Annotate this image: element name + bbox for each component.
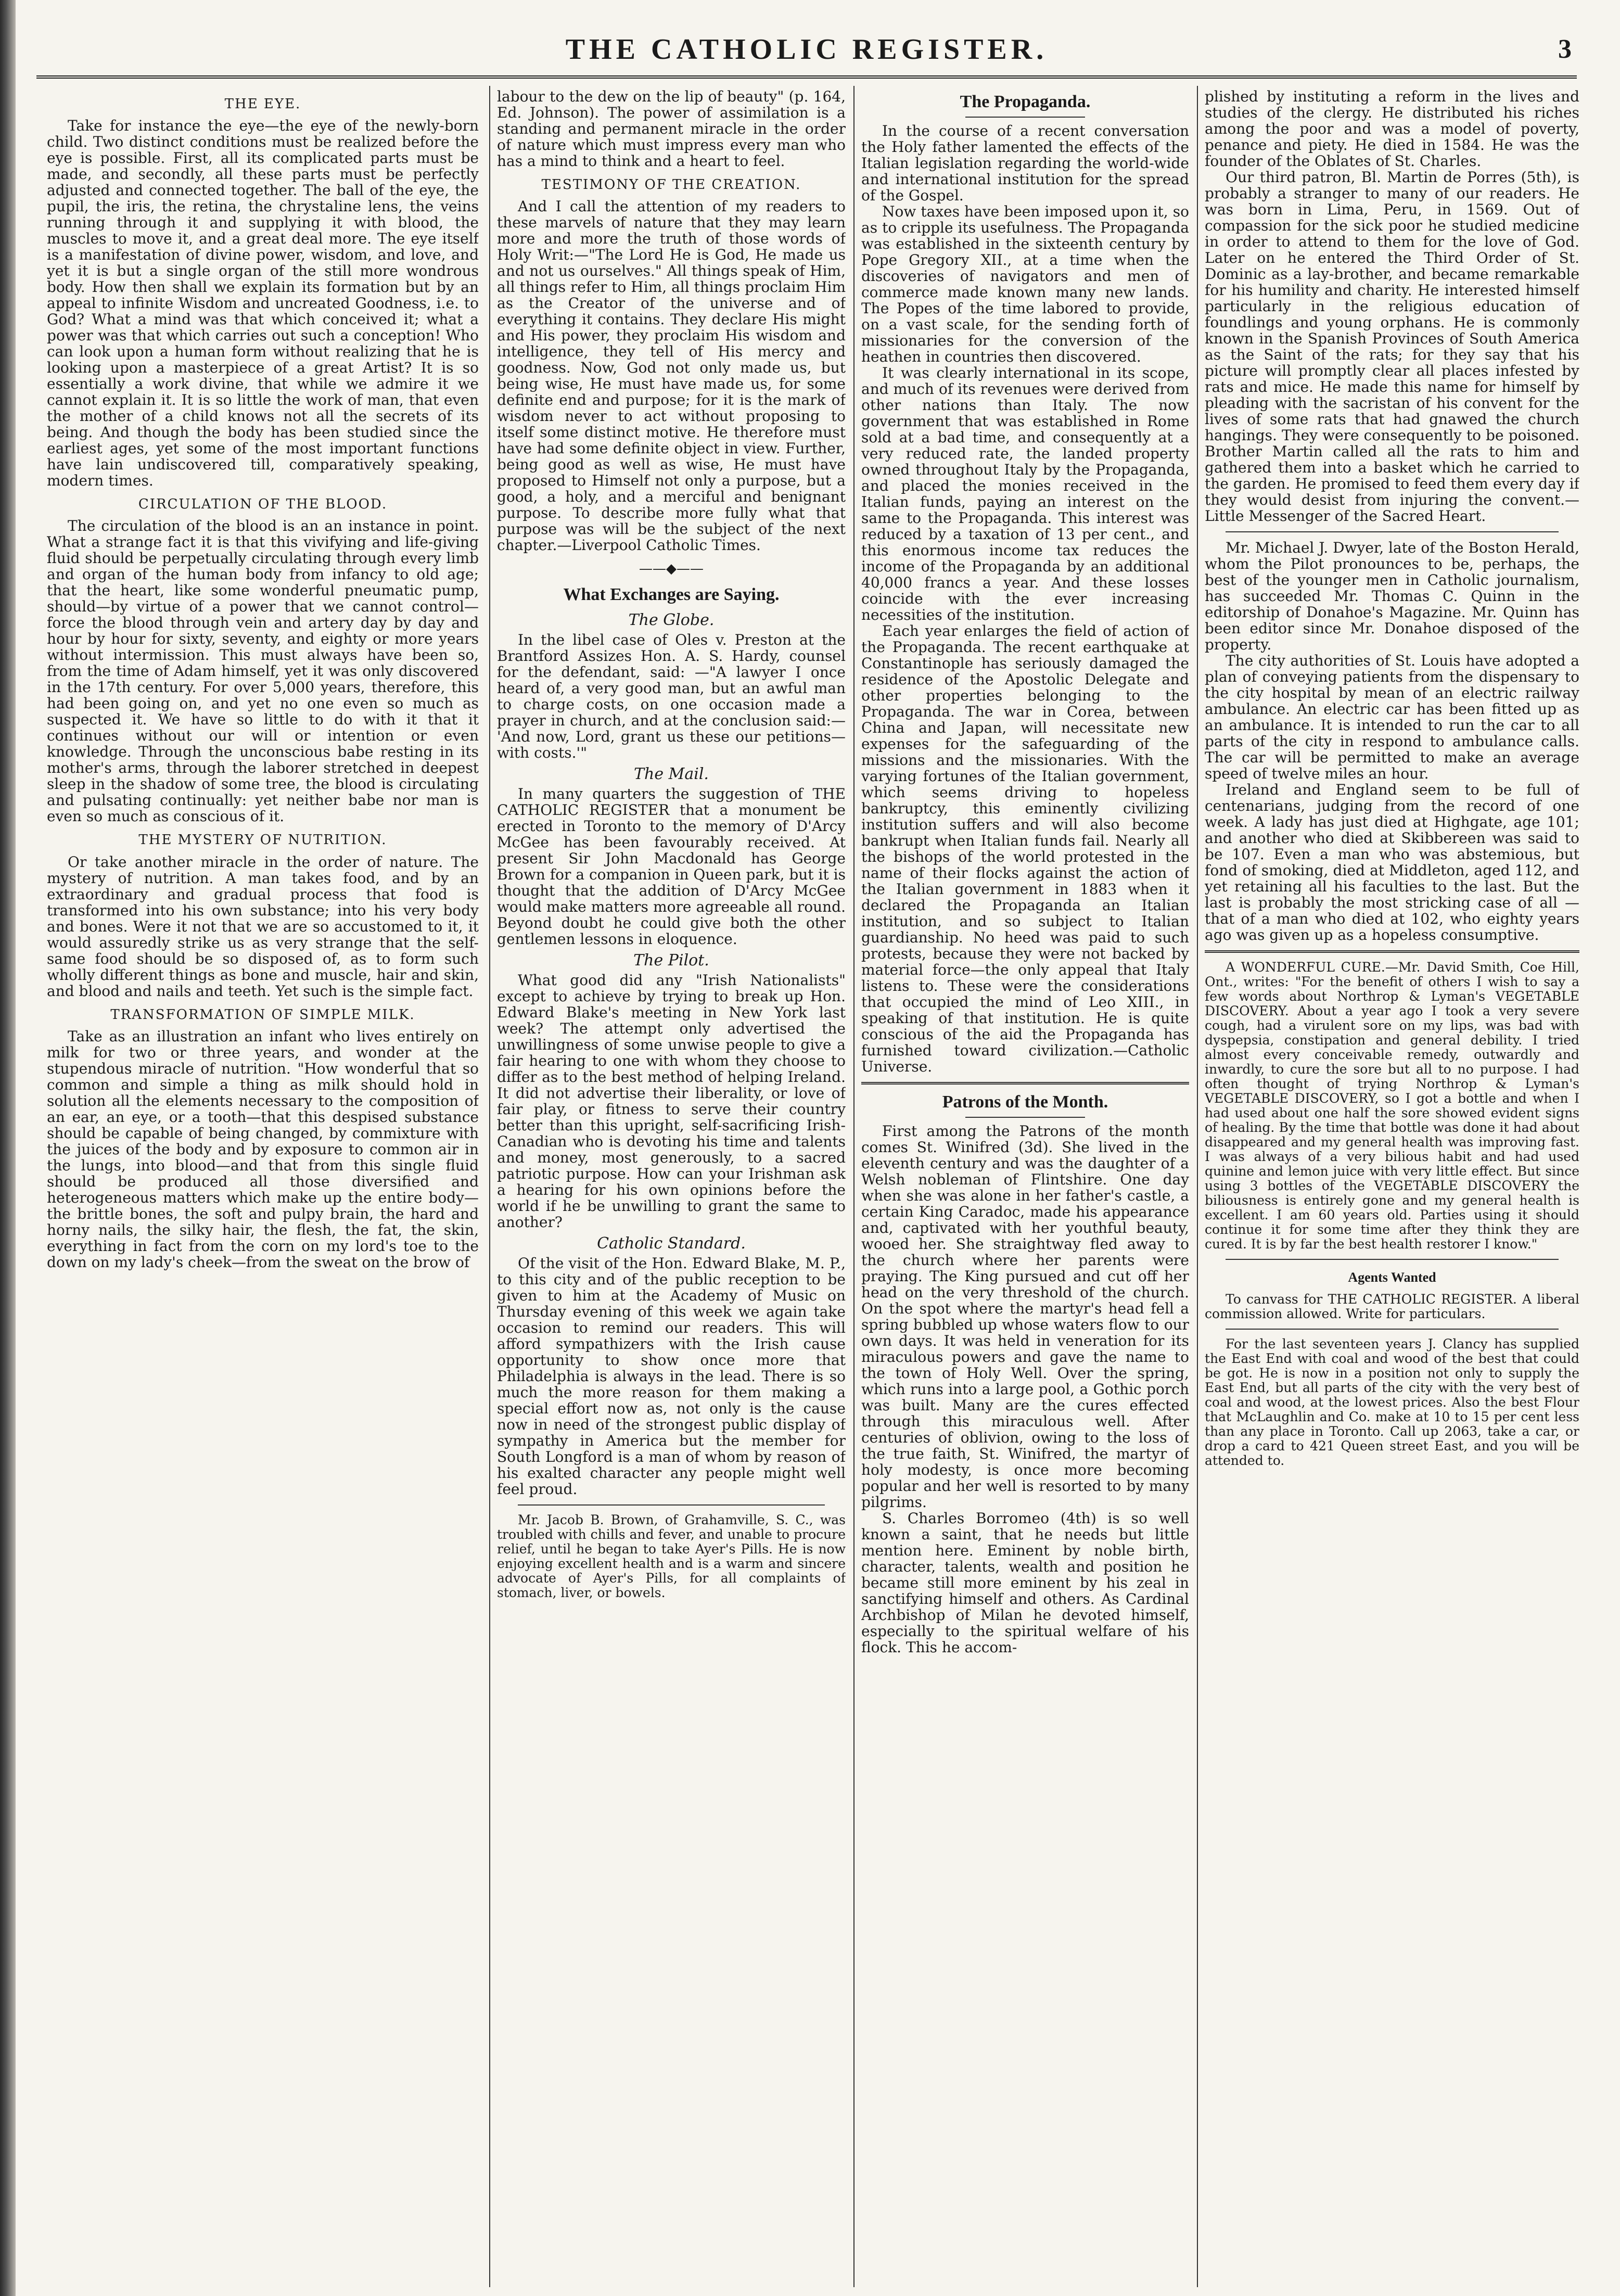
double-divider [861, 1082, 1189, 1085]
notice-agents-wanted: To canvass for THE CATHOLIC REGISTER. A liberal commission allowed. Write for particulars. [1205, 1292, 1579, 1322]
column-1 [47, 88, 479, 2285]
column-rule-2 [853, 86, 854, 2287]
source-heading-pilot: The Pilot. [633, 951, 709, 970]
heading-agents-wanted: Agents Wanted [1348, 1270, 1436, 1285]
paragraph: The circulation of the blood is an an instance in point. What a strange fact it is that this vivifying and life-giving fluid should be perpetually circulating through every limb and organ of the human body from infancy to old age; that the heart, like some wonderful pneumatic pump, should—by virtue of a power that we cannot control—force the blood through vein and artery day by day and hour by hour for sixty, seventy, and eighty or more years without intermission. This must always have been so, from the time of Adam himself, yet it was only discovered in the 17th century. For over 5,000 years, therefore, this had been going on, and yet no one even so much as suspected it. We have so little to do with it that it continues without our will or intention or even knowledge. Through the unconscious babe resting in its mother's arms, through the laborer stretched in deepest sleep in the shadow of some tree, the blood is circulating and pulsating continually: yet neither babe nor man is even so much as conscious of it. [47, 517, 479, 825]
paragraph: In the course of a recent conversation the Holy father lamented the effects of the Italian legislation regarding the world-wide and international institution for the spread of the Gospel. [861, 122, 1189, 205]
section-heading-creation: TESTIMONY OF THE CREATION. [541, 177, 801, 193]
paragraph: What good did any "Irish Nationalists" except to achieve by trying to break up Hon. Edward Blake's meeting in New York last week? The attempt only advertised the unwillingness of some unwise people to give a fair hearing to one with whom they choose to differ as to the best method of helping Ireland. It did not advertise their liberality, or love of fair play, or fitness to serve their country better than this upright, self-sacrificing Irish-Canadian who is devoting his time and talents and money, most generously, to a sacred patriotic purpose. How can your Irishman ask a hearing for his own opinions before the world if he be unwilling to grant the same to another? [497, 972, 846, 1231]
source-heading-globe: The Globe. [628, 610, 715, 629]
paragraph: labour to the dew on the lip of beauty" (p. 164, Ed. Johnson). The power of assimilation is a standing and permanent miracle in the order of nature which must impress every man who has a mind to think and a heart to feel. [497, 88, 846, 170]
divider [1226, 531, 1559, 532]
paragraph: Ireland and England seem to be full of centenarians, judging from the record of one week. A lady has just died at Highgate, age 101; and another who died at Skibbereen was said to be 107. Even a man who was abstemious, but fond of smoking, died at Middleton, aged 112, and yet retaining all his faculties to the last. But the last is probably the most stricking case of all —that of a man who died at 102, who eighty years ago was given up as a hopeless consumptive. [1205, 781, 1579, 943]
advertisement-ayers-pills: Mr. Jacob B. Brown, of Grahamville, S. C., was troubled with chills and fever, and unable to procure relief, until he began to take Ayer's Pills. He is now enjoying excellent health and is a warm and sincere advocate of Ayer's Pills, for all complaints of stomach, liver, or bowels. [497, 1512, 846, 1601]
paragraph: S. Charles Borromeo (4th) is so well known a saint, that he needs but little mention here. Eminent by noble birth, character, talents, wealth and position he became still more eminent by his zeal in sanctifying himself and others. As Cardinal Archbishop of Milan he devoted himself, especially to the spiritual welfare of his flock. This he accom- [861, 1510, 1189, 1656]
section-heading-nutrition: THE MYSTERY OF NUTRITION. [138, 832, 387, 848]
paragraph: The city authorities of St. Louis have adopted a plan of conveying patients from the dispensary to the city hospital by mean of an electric railway ambulance. An electric car has been fitted up as an ambulance. It is intended to run the car to all parts of the city in respond to ambulance calls. The car will be permitted to make an average speed of twelve miles an hour. [1205, 652, 1579, 782]
paragraph: It was clearly international in its scope, and much of its revenues were derived from other nations than Italy. The now government that was established in Rome sold at a bad time, and consequently at a very reduced rate, the landed property owned throughout Italy by the Propaganda, and placed the monies received in the Italian funds, paying an interest on the same to the Propaganda. This interest was reduced by a taxation of 13 per cent., and this enormous income tax reduces the income of the Propaganda by an additional 40,000 francs a year. And these losses coincide with the ever increasing necessities of the institution. [861, 364, 1189, 624]
section-heading-eye: THE EYE. [224, 96, 301, 112]
paragraph: In many quarters the suggestion of THE CATHOLIC REGISTER that a monument be erected in Toronto to the memory of D'Arcy McGee has been favourably received. At present Sir John Macdonald has George Brown for a companion in Queen park, but it is thought that the addition of D'Arcy McGee would make matters more agreeable all round. Beyond doubt he could give both the other gentlemen lessons in eloquence. [497, 785, 846, 948]
column-4 [1205, 88, 1579, 2285]
masthead [36, 29, 1577, 79]
column-rule-1 [489, 86, 490, 2287]
double-divider [1205, 950, 1579, 953]
divider [518, 1504, 825, 1506]
advertisement-clancy-coal: For the last seventeen years J. Clancy has supplied the East End with coal and wood of the best that could be got. He is now in a position not only to supply the East End, but all parts of the city with the very best of coal and wood, at the lowest prices. Also the best Flour that McLaughlin and Co. make at 10 to 15 per cent less than any place in Toronto. Call up 2063, take a car, or drop a card to 421 Queen street East, and you will be attended to. [1205, 1336, 1579, 1469]
column-2 [497, 88, 846, 2285]
paragraph: Or take another miracle in the order of nature. The mystery of nutrition. A man takes food, and by an extraordinary and gradual process that food is transformed into his own substance; into his very body and bones. Were it not that we are so accustomed to it, it would assuredly strike us as very strange that the self-same food should be so disposed of, as to form such wholly different things as bone and muscle, hair and skin, and blood and nails and teeth. Yet such is the simple fact. [47, 853, 479, 1000]
heading-underline [965, 1117, 1085, 1118]
paragraph: Of the visit of the Hon. Edward Blake, M. P., to this city and of the public reception to be given to him at the Academy of Music on Thursday evening of this week we again take occasion to remind our readers. This will afford sympathizers with the Irish cause opportunity to show once more that Philadelphia is always in the lead. There is so much the more reason for them making a special effort now as, not only is the cause now in need of the strongest public display of sympathy in America but the member for South Longford is a man of whom by reason of his exalted character any people might well feel proud. [497, 1255, 846, 1498]
page-number: 3 [1558, 34, 1572, 64]
column-rule-3 [1197, 86, 1198, 2287]
column-3 [861, 88, 1189, 2285]
page-edge-shadow [0, 0, 16, 2296]
article-heading-exchanges: What Exchanges are Saying. [563, 585, 780, 605]
source-heading-mail: The Mail. [634, 764, 709, 783]
article-heading-patrons: Patrons of the Month. [942, 1092, 1108, 1112]
paragraph: plished by instituting a reform in the lives and studies of the clergy. He distributed his riches among the poor and was a model of poverty, penance and piety. He died in 1584. He was the founder of the Oblates of St. Charles. [1205, 88, 1579, 170]
advertisement-wonderful-cure: A WONDERFUL CURE.—Mr. David Smith, Coe Hill, Ont., writes: "For the benefit of others I wish to say a few words about Northrop & Lyman's VEGETABLE DISCOVERY. About a year ago I took a very severe cough, had a virulent sore on my lips, was bad with dyspepsia, constipation and general debility. I tried almost every conceivable remedy, outwardly and inwardly, to cure the sore but all to no purpose. I had often thought of trying Northrop & Lyman's VEGETABLE DISCOVERY, so I got a bottle and when I had used about one half the sore showed evident signs of healing. By the time that bottle was done it had about disappeared and my general health was improving fast. I was always of a very bilious habit and had used quinine and lemon juice with very little effect. But since using 3 bottles of the VEGETABLE DISCOVERY the biliousness is entirely gone and my general health is excellent. I am 60 years old. Parties using it should continue it for some time after they think they are cured. It is by far the best health restorer I know." [1205, 960, 1579, 1252]
heading-underline [965, 117, 1085, 118]
paragraph: Each year enlarges the field of action of the Propaganda. The recent earthquake at Constantinople has seriously damaged the residence of the Apostolic Delegate and other properties belonging to the Propaganda. The war in Corea, between China and Japan, will necessitate new expenses for the safeguarding of the missions and the missionaries. With the varying fortunes of the Italian government, which seems driving to hopeless bankruptcy, this eminently civilizing institution suffers and will also become bankrupt when Italian funds fail. Nearly all the bishops of the world protested in the name of their flocks against the action of the Italian government in 1883 when it declared the Propaganda an Italian institution, and so subject to Italian guardianship. No heed was paid to such protests, because they were not backed by material force—the only appeal that Italy listens to. These were the considerations that occupied the mind of Leo XIII., in speaking of that institution. He is quite conscious of the aid the Propaganda has furnished toward civilization.—Catholic Universe. [861, 622, 1189, 1076]
source-heading-standard: Catholic Standard. [597, 1234, 746, 1253]
paragraph: Now taxes have been imposed upon it, so as to cripple its usefulness. The Propaganda was established in the sixteenth century by Pope Gregory XII., at a time when the discoveries of navigators and men of commerce made known many new lands. The Popes of the time labored to provide, on a vast scale, for the sending forth of missionaries for the conversion of the heathen in countries then discovered. [861, 203, 1189, 366]
paragraph: Take as an illustration an infant who lives entirely on milk for two or three years, and wonder at the stupendous miracle of nutrition. "How wonderful that so common and simple a thing as milk should hold in solution all the elements necessary to the composition of an ear, an eye, or a tooth—that this despised substance should be capable of being changed, by commixture with the juices of the body and by exposure to common air in the lungs, into blood—and that from this single fluid should be produced all those diversified and heterogeneous matters which make up the entire body—the brittle bones, the soft and pulpy brain, the hard and horny nails, the silky hair, the flesh, the fat, the skin, everything in fact from the corn on my lord's toe to the down on my lady's cheek—from the sweat on the brow of [47, 1027, 479, 1271]
divider [1226, 1329, 1559, 1330]
article-heading-propaganda: The Propaganda. [960, 92, 1091, 111]
paragraph: Mr. Michael J. Dwyer, late of the Boston Herald, whom the Pilot pronounces to be, perhaps, the best of the younger men in Catholic journalism, has succeeded Mr. Thomas C. Quinn in the editorship of Donahoe's Magazine. Mr. Quinn has been editor since Mr. Donahoe disposed of the property. [1205, 539, 1579, 653]
newspaper-title: THE CATHOLIC REGISTER. [565, 33, 1048, 66]
paragraph: Take for instance the eye—the eye of the newly-born child. Two distinct conditions must be realized before the eye is possible. First, all its complicated parts must be made, and secondly, all these parts must be perfectly adjusted and connected together. The ball of the eye, the pupil, the iris, the retina, the chrystaline lens, the veins running through it and supplying it with blood, the muscles to move it, and a great deal more. The eye itself is a manifestation of divine power, wisdom, and love, and yet it is but a single organ of the still more wondrous body. How then shall we explain its formation but by an appeal to infinite Wisdom and uncreated Goodness, i.e. to God? What a mind was that which conceived it; what a power was that which carries out such a conception! Who can look upon a human form without realizing that he is looking upon a masterpiece of a great Artist? It is so essentially a work divine, that while we admire it we cannot explain it. It is so little the work of man, that even the mother of a child knows not all the secrets of its being. And though the body has been studied since the earliest ages, yet some of the most important functions have lain undiscovered till, comparatively speaking, modern times. [47, 117, 479, 490]
paragraph: In the libel case of Oles v. Preston at the Brantford Assizes Hon. A. S. Hardy, counsel for the defendant, said: —"A lawyer I once heard of, a very good man, but an awful man to charge costs, on one occasion made a prayer in church, and at the conclusion said:— 'And now, Lord, grant us these our petitions—with costs.'" [497, 631, 846, 761]
ornament-divider: ——◆—— [639, 561, 704, 577]
paragraph: Our third patron, Bl. Martin de Porres (5th), is probably a stranger to many of our readers. He was born in Lima, Peru, in 1569. Out of compassion for the sick poor he studied medicine in order to attend to them for the love of God. Later on he entered the Third Order of St. Dominic as a lay-brother, and became remarkable for his humility and charity. He interested himself particularly in the religious education of foundlings and young orphans. He is commonly known in the Spanish Provinces of South America as the Saint of the rats; for they say that his picture will promptly clear all places infested by rats and mice. He made this name for himself by pleading with the sacristan of his convent for the lives of some rats that had gnawed the church hangings. They were consequently to be poisoned. Brother Martin called all the rats to him and gathered them into a basket which he carried to the garden. He promised to feed them every day if they would desist from injuring the convent.—Little Messenger of the Sacred Heart. [1205, 169, 1579, 525]
section-heading-milk: TRANSFORMATION OF SIMPLE MILK. [110, 1006, 415, 1023]
paragraph: And I call the attention of my readers to these marvels of nature that they may learn more and more the truth of those words of Holy Writ:—"The Lord He is God, He made us and not us ourselves." All things speak of Him, all things refer to Him, all things proclaim Him as the Creator of the universe and of everything it contains. They declare His might and His power, they proclaim His wisdom and intelligence, they tell of His mercy and goodness. Now, God not only made us, but being wise, He must have made us, for some definite end and purpose; for it is the mark of wisdom never to act without proposing to itself some distinct motive. He therefore must have had some definite object in view. Further, being good as well as wise, He must have proposed to Himself not only a purpose, but a good, a holy, and a merciful and benignant purpose. To describe more fully what that purpose was will be the subject of the next chapter.—Liverpool Catholic Times. [497, 198, 846, 554]
paragraph: First among the Patrons of the month comes St. Winifred (3d). She lived in the eleventh century and was the daughter of a Welsh nobleman of Flintshire. One day when she was alone in her father's castle, a certain King Caradoc, made his appearance and, captivated with her youthful beauty, wooed her. She straightway fled away to the church where her parents were praying. The King pursued and cut off her head on the very threshold of the church. On the spot where the martyr's head fell a spring bubbled up whose waters flow to our own days. It was held in veneration for its miraculous powers and gave the name to the town of Holy Well. Over the spring, which runs into a large pool, a Gothic porch was built. Many are the cures effected through this miraculous well. After centuries of oblivion, owing to the loss of the true faith, St. Winifred, the martyr of holy modesty, is once more becoming popular and her well is resorted to by many pilgrims. [861, 1123, 1189, 1511]
section-heading-circulation: CIRCULATION OF THE BLOOD. [138, 496, 388, 513]
divider [1226, 1259, 1559, 1260]
